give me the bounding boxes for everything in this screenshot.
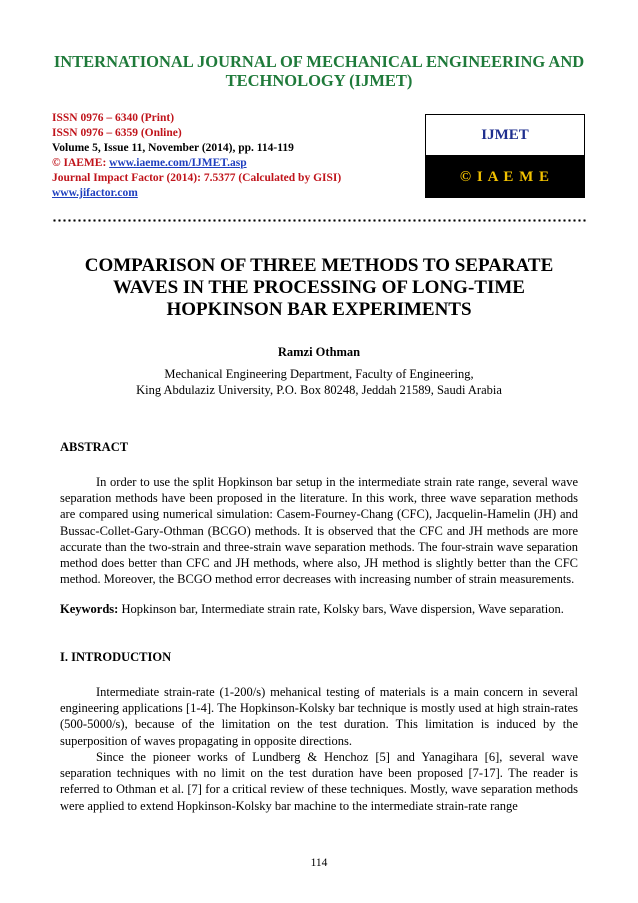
author-name: Ramzi Othman (277, 345, 361, 359)
journal-title (40, 52, 598, 90)
affiliation-line1: Mechanical Engineering Department, Faculty of Engineering, (164, 367, 474, 381)
journal-info-block (52, 111, 412, 201)
author-affiliation (52, 366, 586, 398)
introduction-paragraph-2: Since the pioneer works of Lundberg & Henchoz [5] and Yanagihara [6], several wave separation techniques with no limit on the test duration have been proposed [7-17]. The reader is referred to Othman et al. [7] for a critical review of these techniques. Mostly, wave separation methods were applied to extend Hopkinson-Kolsky bar machine to the intermediate strain-rate range (60, 750, 578, 813)
ijmet-logo-box (425, 114, 585, 156)
introduction-paragraph-1: Intermediate strain-rate (1-200/s) mehanical testing of materials is a main concern in several engineering applications [1-4]. The Hopkinson-Kolsky bar technique is mostly used at high strain-rates (500-5000/s), because of the limitation on the test duration. This limitation is induced by the superposition of waves propagating in opposite directions. (60, 685, 578, 748)
journal-title-line2: TECHNOLOGY (IJMET) (225, 71, 413, 90)
iaeme-prefix: © IAEME: (52, 157, 110, 169)
paper-title-line3: HOPKINSON BAR EXPERIMENTS (166, 299, 472, 320)
page-number: 114 (310, 857, 328, 869)
keywords-label: Keywords: (60, 602, 119, 616)
ijmet-logo-text: IJMET (481, 126, 529, 143)
abstract-heading: ABSTRACT (60, 440, 129, 454)
iaeme-logo-text: © I A E M E (459, 168, 551, 185)
jifactor-link[interactable]: www.jifactor.com (52, 187, 138, 199)
affiliation-line2: King Abdulaziz University, P.O. Box 80248, Jeddah 21589, Saudi Arabia (136, 383, 502, 397)
issn-online: ISSN 0976 – 6359 (Online) (52, 127, 182, 139)
dotted-divider (52, 218, 586, 226)
iaeme-logo-box (425, 156, 585, 198)
abstract-text: In order to use the split Hopkinson bar setup in the intermediate strain rate range, several wave separation methods have been proposed in the literature. In this work, three wave separation methods are compared using numerical simulation: Casem-Fourney-Chang (CFC), Jacquelin-Hamelin (JH) and Bussac-Collet-Gary-Othman (BCGO) methods. It is observed that the CFC and JH methods are more accurate than the two-strain and three-strain wave separation methods. The four-strain wave separation method does better than CFC and JH methods, where also, JH method is slightly better than the CFC method. Moreover, the BCGO method error decreases with increasing number of strain measurements. (60, 475, 578, 587)
issn-print: ISSN 0976 – 6340 (Print) (52, 112, 175, 124)
introduction-heading: I. INTRODUCTION (60, 650, 172, 664)
paper-title (52, 255, 586, 321)
paper-title-line1: COMPARISON OF THREE METHODS TO SEPARATE (84, 255, 554, 276)
impact-factor: Journal Impact Factor (2014): 7.5377 (Calculated by GISI) (52, 172, 342, 184)
paper-title-line2: WAVES IN THE PROCESSING OF LONG-TIME (113, 277, 525, 298)
journal-title-line1: INTERNATIONAL JOURNAL OF MECHANICAL ENGINEERING AND (53, 52, 585, 71)
iaeme-link[interactable]: www.iaeme.com/IJMET.asp (109, 157, 247, 169)
keywords-text: Hopkinson bar, Intermediate strain rate, Kolsky bars, Wave dispersion, Wave separation. (118, 602, 564, 616)
volume-info: Volume 5, Issue 11, November (2014), pp. 114-119 (52, 142, 294, 154)
iaeme-line (52, 156, 412, 171)
keywords-line (60, 601, 578, 617)
